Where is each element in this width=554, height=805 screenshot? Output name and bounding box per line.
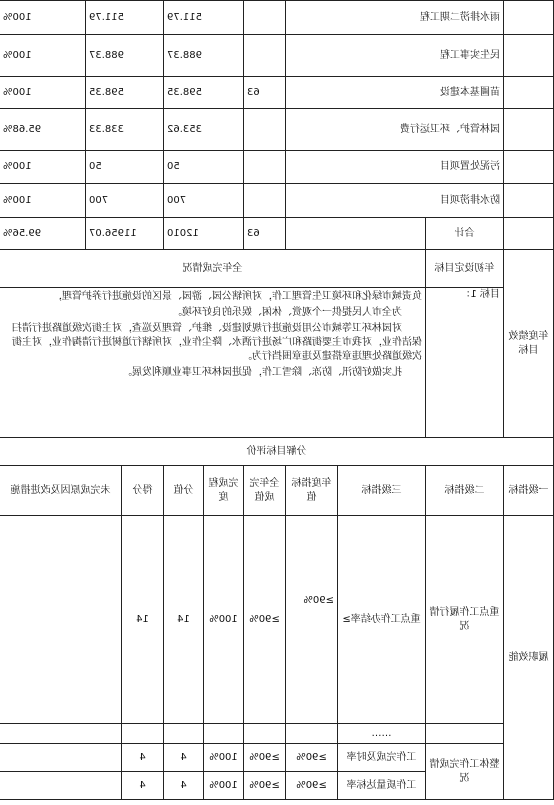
project-rate: 100% <box>0 151 86 184</box>
indicator-level3: 工作质量达标率 <box>338 772 426 800</box>
indicator-score: 14 <box>122 516 164 724</box>
header-annual-target: 年度指标值 <box>286 466 338 516</box>
indicator-level3: 重点工作办结率≥ <box>338 516 426 724</box>
project-actual: 598.35 <box>86 77 164 109</box>
indicator-reason <box>0 772 122 800</box>
indicator-weight: 4 <box>164 744 204 772</box>
header-level1: 一级指标 <box>504 466 554 516</box>
indicator-annual-target: ≥90% <box>286 744 338 772</box>
project-actual: 511.79 <box>86 1 164 35</box>
indicator-weight: 14 <box>164 516 204 724</box>
table-row <box>0 1 554 35</box>
project-name: 民生实事工程 <box>286 35 504 77</box>
project-actual: 50 <box>86 151 164 184</box>
project-plan: 598.35 <box>164 77 244 109</box>
empty-cell <box>504 35 554 77</box>
project-actual: 988.37 <box>86 35 164 77</box>
project-plan: 700 <box>164 184 244 218</box>
project-rate: 100% <box>0 77 86 109</box>
indicator-reason <box>0 516 122 724</box>
empty-cell <box>504 218 554 250</box>
goal-paragraph: 对园林环卫等城市公用设施进行规划建设、维护、管理及巡查，对主街次级道路进行清扫保洁作业，对我市主要街路和广场进行洒水、降尘作业，对所辖行道树进行清掏作业，对主街次级道路处理违章搭建及违章围挡行为。 <box>12 323 422 362</box>
indicator-annual-done: ≥90% <box>244 772 286 800</box>
indicator-completion: 100% <box>204 744 244 772</box>
indicator-level3: 工作完成及时率 <box>338 744 426 772</box>
total-label: 合计 <box>426 218 504 250</box>
project-name: 雨水排涝二期工程 <box>286 1 504 35</box>
header-reason: 未完成原因及改进措施 <box>0 466 122 516</box>
indicator-row <box>0 744 554 772</box>
empty-cell <box>504 151 554 184</box>
table-row <box>0 184 554 218</box>
indicator-annual-target: ≥90% <box>286 516 338 724</box>
empty-cell <box>286 724 338 744</box>
goal-label: 目标 1： <box>426 288 504 438</box>
indicator-row <box>0 516 554 724</box>
project-plan: 353.62 <box>164 109 244 151</box>
goals-body-row <box>0 288 554 438</box>
goal-paragraph: 为全市人民提供一个观赏、休闲、娱乐的良好环境。 <box>172 307 402 318</box>
total-budget: 63 <box>244 218 286 250</box>
header-weight: 分值 <box>164 466 204 516</box>
project-actual: 338.33 <box>86 109 164 151</box>
total-rate: 99.56% <box>0 218 86 250</box>
empty-cell <box>122 724 164 744</box>
indicators-title: 分解目标评价 <box>0 438 554 466</box>
project-rate: 100% <box>0 184 86 218</box>
project-name: 园林管护、环卫运行费 <box>286 109 504 151</box>
project-rate: 100% <box>0 1 86 35</box>
project-budget <box>244 109 286 151</box>
total-row <box>0 218 554 250</box>
table-row <box>0 77 554 109</box>
project-rate: 95.68% <box>0 109 86 151</box>
indicator-weight: 4 <box>164 772 204 800</box>
indicator-score: 4 <box>122 772 164 800</box>
indicator-annual-done: ≥90% <box>244 516 286 724</box>
ellipsis-text: …… <box>338 724 426 744</box>
empty-cell <box>204 724 244 744</box>
indicator-completion: 100% <box>204 516 244 724</box>
project-budget <box>244 35 286 77</box>
empty-cell <box>504 77 554 109</box>
indicators-title-row <box>0 438 554 466</box>
project-budget: 63 <box>244 77 286 109</box>
indicator-annual-target: ≥90% <box>286 772 338 800</box>
goal-paragraph: 负责城市绿化和环境卫生管理工作，对所辖公园、游园、景区的设施进行养护管理， <box>52 291 422 302</box>
empty-cell <box>0 724 122 744</box>
goals-set-header: 年初设定目标 <box>426 250 504 288</box>
project-plan: 988.37 <box>164 35 244 77</box>
header-level3: 三级指标 <box>338 466 426 516</box>
indicators-section <box>0 438 554 800</box>
header-annual-done: 全年完成值 <box>244 466 286 516</box>
goal-description <box>0 288 426 438</box>
project-budget <box>244 1 286 35</box>
empty-cell <box>164 724 204 744</box>
indicator-level1: 履职效能 <box>504 516 554 800</box>
top-projects <box>0 1 554 250</box>
project-budget <box>244 151 286 184</box>
goal-paragraph: 扎实做好防汛、防冻、除雪工作，促进园林环卫事业顺利发展。 <box>122 367 402 378</box>
total-plan: 12010 <box>164 218 244 250</box>
project-plan: 50 <box>164 151 244 184</box>
table-row <box>0 35 554 77</box>
total-actual: 11956.07 <box>86 218 164 250</box>
indicator-score: 4 <box>122 744 164 772</box>
empty-cell <box>504 184 554 218</box>
empty-cell <box>286 218 426 250</box>
empty-cell <box>504 109 554 151</box>
indicator-annual-done: ≥90% <box>244 744 286 772</box>
project-name: 苗圃基本建设 <box>286 77 504 109</box>
indicator-level2: 重点工作履行情况 <box>426 516 504 724</box>
empty-cell <box>244 724 286 744</box>
project-name: 防水排涝项目 <box>286 184 504 218</box>
header-level2: 二级指标 <box>426 466 504 516</box>
table-row <box>0 151 554 184</box>
header-score: 得分 <box>122 466 164 516</box>
header-completion: 完成程度 <box>204 466 244 516</box>
goals-done-header: 全年完成情况 <box>0 250 426 288</box>
goals-section <box>0 250 554 438</box>
empty-cell <box>426 724 504 744</box>
ellipsis-row <box>0 724 554 744</box>
empty-cell <box>504 1 554 35</box>
project-rate: 100% <box>0 35 86 77</box>
project-actual: 700 <box>86 184 164 218</box>
table-row <box>0 109 554 151</box>
indicator-level2: 整体工作完成情况 <box>426 744 504 800</box>
goals-header-row <box>0 250 554 288</box>
indicators-header-row <box>0 466 554 516</box>
project-name: 污泥处置项目 <box>286 151 504 184</box>
project-plan: 511.79 <box>164 1 244 35</box>
goals-section-label: 年度绩效目标 <box>504 250 554 438</box>
project-budget <box>244 184 286 218</box>
indicator-completion: 100% <box>204 772 244 800</box>
indicator-reason <box>0 744 122 772</box>
